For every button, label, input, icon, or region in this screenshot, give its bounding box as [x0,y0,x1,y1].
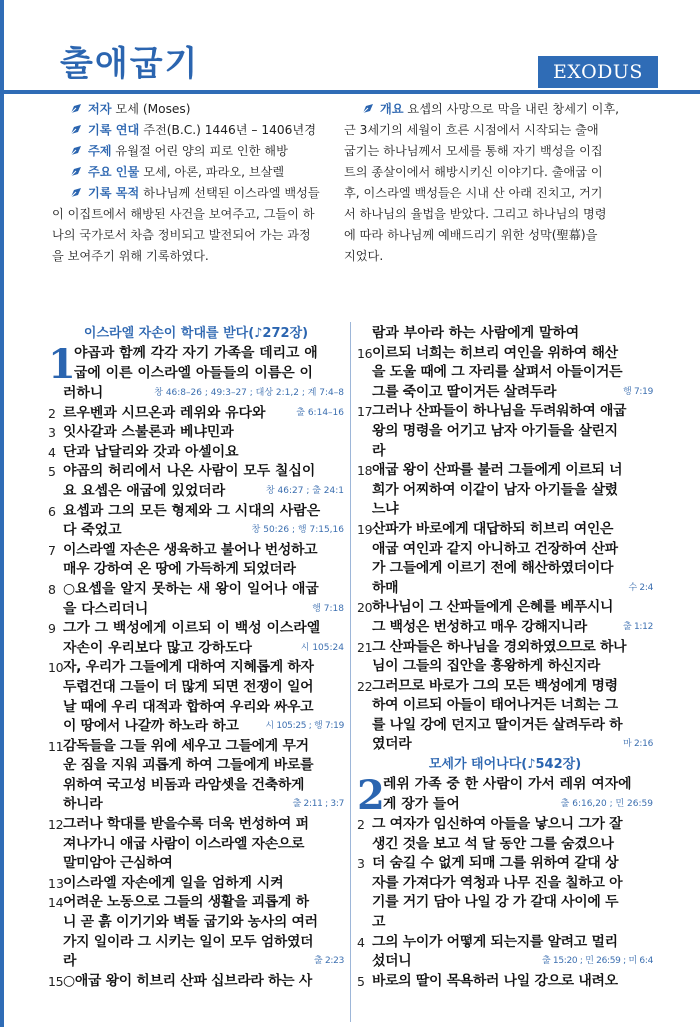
verse-line: 람과 부아라 하는 사람에게 말하여 [372,325,580,341]
verse-line: 섰더니 [372,953,412,970]
theme-value: 유월절 어린 양의 피로 인한 해방 [115,144,288,158]
verse-line: 자를 가져다가 역청과 나무 진을 칠하고 아 [372,874,623,891]
chapter-2-verse-3: 3 더 숨길 수 없게 되매 그를 위하여 갈대 상 자를 가져다가 역청과 나무 진을 칠하고 아 기를 거기 담아 나일 강 가 갈대 사이에 두 고 [357,854,653,932]
pen-icon [70,166,83,177]
pen-icon [362,103,375,114]
verse-line: 야곱의 허리에서 나온 사람이 모두 칠십이 [63,463,316,480]
verse-line: 님이 그들의 집안을 흥왕하게 하신지라 [372,658,601,675]
verse-line: 니 곧 흙 이기기와 벽돌 굽기와 농사의 여러 [63,914,318,931]
verse-line: 하여 이르되 아들이 태어나거든 너희는 그 [372,697,618,714]
verse-line: 산파가 바로에게 대답하되 히브리 여인은 [372,520,614,537]
verse-line: 단과 납달리와 갓과 아셀이요 [63,443,239,460]
verse-line: 그 산파들은 하나님을 경외하였으므로 하나 [372,638,627,655]
verse-line: 그 여자가 임신하여 아들을 낳으니 그가 잘 [372,816,623,833]
verse-line: 느냐 [372,501,399,518]
verse-line: 레위 가족 중 한 사람이 가서 레위 여자에 [383,776,632,793]
verse-line: 르우벤과 시므온과 레위와 유다와 [63,404,266,421]
verse-line: 이르되 너희는 히브리 여인을 위하여 해산 [372,344,618,361]
cross-reference: 출 2:23 [314,956,344,967]
overview-label: 개요 [380,102,404,116]
verse-line: 두렵건대 그들이 더 많게 되면 전쟁이 일어 [63,678,314,695]
verse-line: 애굽 왕이 산파를 불러 그들에게 이르되 너 [372,462,623,479]
date-value: 주전(B.C.) 1446년 – 1406년경 [143,123,316,137]
pen-icon [70,124,83,135]
verse-line: 를 나일 강에 던지고 딸이거든 살려두라 하 [372,716,623,733]
verse-15: 15 ○애굽 왕이 히브리 산파 십브라라 하는 사 [48,972,312,989]
section-heading: 모세가 태어나다(♪542장) [428,757,582,773]
overview-line: 지었다. [344,249,384,263]
english-title-badge: EXODUS [538,56,658,88]
cross-reference: 수 2:4 [628,582,653,593]
verse-20: 20 하나님이 그 산파들에게 은혜를 베푸시니 그 백성은 번성하고 매우 강해지니라 출 1:12 [357,598,653,637]
purpose-line: 나의 국가로서 차츰 정비되고 발전되어 가는 과정 [52,228,311,242]
verse-line: ○요셉을 알지 못하는 새 왕이 일어나 애굽 [63,580,319,597]
chapter-2-verse-5: 5 바로의 딸이 목욕하러 나일 강으로 내려오 [357,972,618,989]
theme-label: 주제 [88,144,112,158]
overview-text: 요셉의 사망으로 막을 내린 창세기 이후, [407,102,620,116]
verse-line: 이스라엘 자손에게 일을 엄하게 시켜 [63,874,284,891]
verse-line: 그 백성은 번성하고 매우 강해지니라 [372,618,587,635]
verse-line: 다 죽었고 [63,522,122,539]
verse-11: 11 감독들을 그들 위에 세우고 그들에게 무거 운 짐을 지워 괴롭게 하여 그들에게 바로를 위하여 국고성 비돔과 라암셋을 건축하게 하니라 출 2:11 ; 3:7 [48,737,344,815]
verse-line: 희가 어찌하여 이같이 남자 아기들을 살렸 [372,481,618,498]
text-column-left [48,324,344,991]
verse-6: 6 요셉과 그의 모든 형제와 그 시대의 사람은 다 죽었고 창 50:26 ; 행 7:15,16 [48,502,344,541]
cross-reference: 행 7:18 [312,603,344,614]
verse-3: 3 잇사갈과 스불론과 베냐민과 [48,424,234,441]
cross-reference: 출 6:14–16 [296,407,344,418]
text-column-right [357,324,653,991]
cross-reference: 시 105:24 [300,642,344,653]
chapter-number: 1 [48,341,76,388]
section-heading: 이스라엘 자손이 학대를 받다(♪272장) [83,326,309,341]
verse-line: 그의 누이가 어떻게 되는지를 알려고 멀리 [372,933,618,950]
purpose-text: 하나님께 선택된 이스라엘 백성들 [143,186,320,200]
verse-line: 가 그들에게 이르기 전에 해산하였더이다 [372,560,614,577]
verse-line: 자, 우리가 그들에게 대하여 지혜롭게 하자 [63,659,314,676]
verse-line: ○애굽 왕이 히브리 산파 십브라라 하는 사 [63,972,312,989]
overview-line: 근 3세기의 세월이 흐른 시점에서 시작되는 출애 [344,123,599,137]
verse-21: 21 그 산파들은 하나님을 경외하였으므로 하나 님이 그들의 집안을 흥왕하게 하신지라 [357,638,653,677]
verse-line: 고 [372,914,386,931]
verse-line: 날 때에 우리 대적과 합하여 우리와 싸우고 [63,698,314,715]
verse-line: 을 다스리더니 [63,600,149,617]
cross-reference: 마 2:16 [623,739,653,750]
verse-line: 말미암아 근심하여 [63,855,173,872]
verse-5: 5 야곱의 허리에서 나온 사람이 모두 칠십이 요 요셉은 애굽에 있었더라 창 46:27 ; 출 24:1 [48,462,344,501]
cross-reference: 출 1:12 [623,621,653,632]
chapter-2-verse-2: 2 그 여자가 임신하여 아들을 낳으니 그가 잘 생긴 것을 보고 석 달 동안 그를 숨겼으나 [357,815,653,854]
chapter-2-verse-4: 4 그의 누이가 어떻게 되는지를 알려고 멀리 섰더니 출 15:20 ; 민 26:59 ; 미 6:4 [357,933,653,972]
verse-line: 그러나 산파들이 하나님을 두려워하여 애굽 [372,403,627,420]
people-value: 모세, 아론, 파라오, 브살렐 [143,165,285,179]
overview-line: 에 따라 하나님께 예배드리기 위한 성막(聖幕)을 [344,228,598,242]
verse-line: 바로의 딸이 목욕하러 나일 강으로 내려오 [372,972,618,989]
overview-line: 후, 이스라엘 백성들은 시내 산 아래 진치고, 거기 [344,186,603,200]
verse-line: 어려운 노동으로 그들의 생활을 괴롭게 하 [63,894,309,911]
verse-15-continued [357,324,653,344]
cross-reference: 창 46:27 ; 출 24:1 [265,485,344,496]
verse-line: 라 [372,442,386,459]
verse-line: 이 땅에서 나갈까 하노라 하고 [63,718,239,735]
date-label: 기록 연대 [88,123,140,137]
verse-13: 13 이스라엘 자손에게 일을 엄하게 시켜 [48,874,284,891]
chapter-2-verse-1 [357,772,653,820]
verse-line: 게 장가 들어 [383,795,460,812]
verse-12: 12 그러나 학대를 받을수록 더욱 번성하여 퍼 져나가니 애굽 사람이 이스라엘 자손으로 말미암아 근심하여 [48,815,344,874]
verse-line: 자손이 우리보다 많고 강하도다 [63,639,252,656]
purpose-line: 을 보여주기 위해 기록하였다. [52,249,209,263]
verse-line: 이스라엘 자손은 생육하고 불어나 번성하고 [63,541,318,558]
verse-7: 7 이스라엘 자손은 생육하고 불어나 번성하고 매우 강하여 온 땅에 가득하게 되었더라 [48,541,344,580]
verse-line: 하매 [372,579,399,596]
cross-reference: 창 46:8–26 ; 49:3–27 ; 대상 2:1,2 ; 계 7:4–8 [154,388,344,398]
verse-19: 19 산파가 바로에게 대답하되 히브리 여인은 애굽 여인과 같지 아니하고 건장하여 산파 가 그들에게 이르기 전에 해산하였더이다 하매 수 2:4 [357,520,653,598]
verse-line: 져나가니 애굽 사람이 이스라엘 자손으로 [63,835,305,852]
intro-left [52,99,338,267]
verse-line: 위하여 국고성 비돔과 라암셋을 건축하게 [63,776,305,793]
verse-line: 러하니 [63,385,104,401]
verse-4: 4 단과 납달리와 갓과 아셀이요 [48,443,239,460]
verse-line: 였더라 [372,736,412,753]
people-label: 주요 인물 [88,165,140,179]
verse-line: 감독들을 그들 위에 세우고 그들에게 무거 [63,737,309,754]
pen-icon [70,103,83,114]
cross-reference: 창 50:26 ; 행 7:15,16 [251,525,344,536]
verse-line: 기를 거기 담아 나일 강 가 갈대 사이에 두 [372,894,619,911]
verse-line: 가지 일이라 그 시키는 일이 모두 엄하였더 [63,933,314,950]
verse-line: 굽에 이른 이스라엘 아들들의 이름은 이 [74,364,313,381]
verse-line: 요 요셉은 애굽에 있었더라 [63,482,226,499]
overview-line: 트의 종살이에서 해방시키신 이야기다. 출애굽 이 [344,165,603,179]
overview-line: 굽기는 하나님께서 모세를 통해 자기 백성을 이집 [344,144,603,158]
verse-1 [48,341,344,404]
verse-line: 을 도울 때에 그 자리를 살펴서 아들이거든 [372,364,623,381]
cross-reference: 출 15:20 ; 민 26:59 ; 미 6:4 [541,956,653,967]
cross-reference: 시 105:25 ; 행 7:19 [265,721,344,732]
verse-line: 야곱과 함께 각각 자기 가족을 데리고 애 [74,345,318,361]
cross-reference: 출 6:16,20 ; 민 26:59 [560,798,653,809]
author-value: 모세 (Moses) [115,102,191,116]
verse-line: 운 짐을 지워 괴롭게 하여 그들에게 바로를 [63,757,314,774]
verse-line: 애굽 여인과 같지 아니하고 건장하여 산파 [372,540,618,557]
pen-icon [70,187,83,198]
verse-17: 17 그러나 산파들이 하나님을 두려워하여 애굽 왕의 명령을 어기고 남자 아기들을 살린지 라 [357,402,653,461]
pen-icon [70,145,83,156]
verse-line: 그러므로 바로가 그의 모든 백성에게 명령 [372,677,618,694]
verse-14: 14 어려운 노동으로 그들의 생활을 괴롭게 하 니 곧 흙 이기기와 벽돌 굽기와 농사의 여러 가지 일이라 그 시키는 일이 모두 엄하였더 라 출 2:23 [48,893,344,971]
verse-line: 왕의 명령을 어기고 남자 아기들을 살린지 [372,422,618,439]
verse-line: 잇사갈과 스불론과 베냐민과 [63,424,234,441]
verse-9: 9 그가 그 백성에게 이르되 이 백성 이스라엘 자손이 우리보다 많고 강하도다 시 105:24 [48,619,344,658]
header-rule [0,90,700,94]
verse-10: 10 자, 우리가 그들에게 대하여 지혜롭게 하자 두렵건대 그들이 더 많게 되면 전쟁이 일어 날 때에 우리 대적과 합하여 우리와 싸우고 이 땅에서 나갈까 하노라 하고 시 105:25 ; 행 7:19 [48,658,344,736]
verse-line: 매우 강하여 온 땅에 가득하게 되었더라 [63,561,296,578]
verse-line: 생긴 것을 보고 석 달 동안 그를 숨겼으나 [372,835,614,852]
verse-2: 2 르우벤과 시므온과 레위와 유다와 출 6:14–16 [48,404,344,424]
verse-line: 그를 죽이고 딸이거든 살려두라 [372,383,557,400]
cross-reference: 행 7:19 [623,386,653,397]
book-title: 출애굽기 [60,44,200,84]
verse-line: 그러나 학대를 받을수록 더욱 번성하여 퍼 [63,816,309,833]
chapter-number: 2 [357,772,385,820]
verse-line: 라 [63,953,77,970]
purpose-line: 이 이집트에서 해방된 사건을 보여주고, 그들이 하 [52,207,315,221]
purpose-label: 기록 목적 [88,186,140,200]
author-label: 저자 [88,102,112,116]
verse-18: 18 애굽 왕이 산파를 불러 그들에게 이르되 너 희가 어찌하여 이같이 남자 아기들을 살렸 느냐 [357,461,653,520]
cross-reference: 출 2:11 ; 3:7 [292,799,344,810]
margin-bar [0,0,4,1027]
verse-line: 하나님이 그 산파들에게 은혜를 베푸시니 [372,599,614,616]
verse-8: 8 ○요셉을 알지 못하는 새 왕이 일어나 애굽 을 다스리더니 행 7:18 [48,580,344,619]
verse-line: 더 숨길 수 없게 되매 그를 위하여 갈대 상 [372,855,619,872]
verse-16: 16 이르되 너희는 히브리 여인을 위하여 해산 을 도울 때에 그 자리를 살펴서 아들이거든 그를 죽이고 딸이거든 살려두라 행 7:19 [357,344,653,403]
verse-line: 그가 그 백성에게 이르되 이 백성 이스라엘 [63,620,321,637]
verse-line: 하니라 [63,796,103,813]
intro-right [344,99,634,267]
verse-line: 요셉과 그의 모든 형제와 그 시대의 사람은 [63,502,321,519]
overview-line: 서 하나님의 율법을 받았다. 그리고 하나님의 명령 [344,207,607,221]
verse-22: 22 그러므로 바로가 그의 모든 백성에게 명령 하여 이르되 아들이 태어나거든 너희는 그 를 나일 강에 던지고 딸이거든 살려두라 하 였더라 마 2:16 [357,677,653,755]
column-divider [350,322,351,1022]
